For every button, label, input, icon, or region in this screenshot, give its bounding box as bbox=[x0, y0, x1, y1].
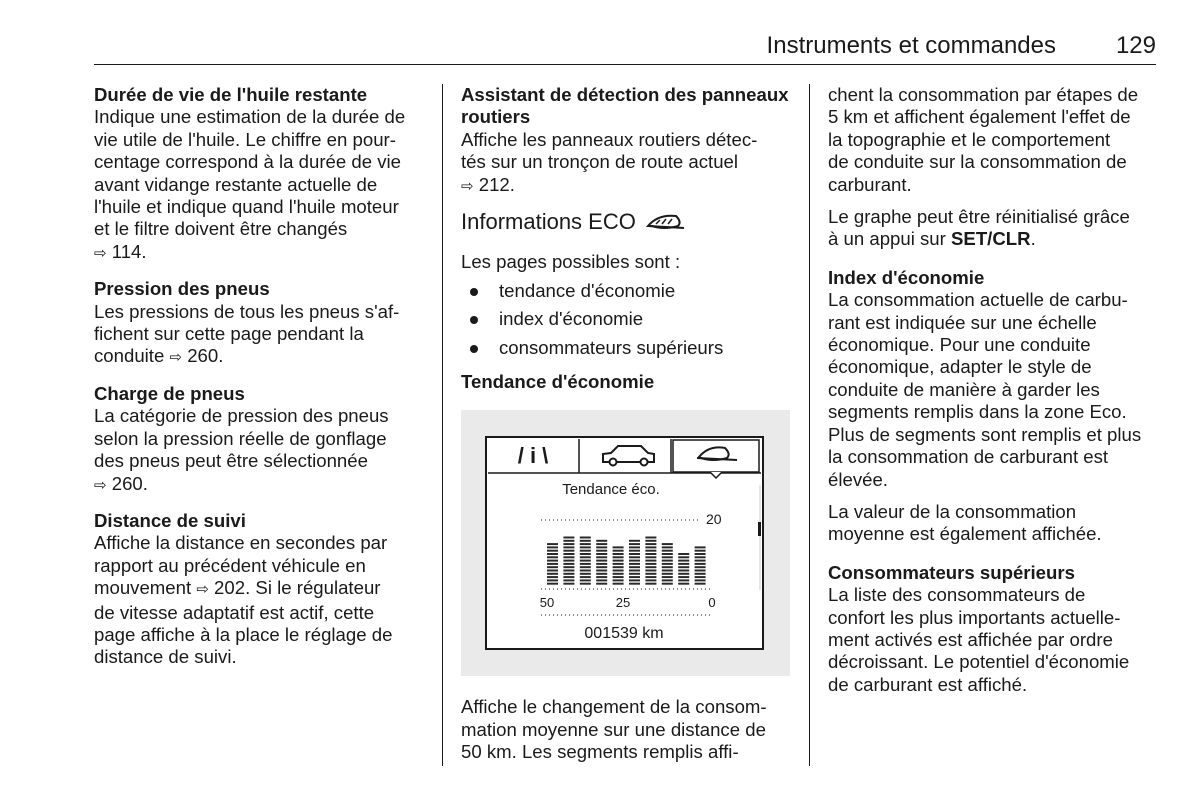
page-ref-link[interactable]: 260. bbox=[106, 472, 148, 494]
page-ref-link[interactable]: 260. bbox=[182, 345, 224, 367]
bar-segment bbox=[645, 583, 656, 585]
text-line: de carburant est affiché. bbox=[828, 673, 1028, 695]
page-ref-arrow-icon: ⇨ bbox=[196, 581, 209, 599]
text-line: et le filtre doivent être changés bbox=[94, 218, 348, 240]
bar-segment bbox=[695, 583, 706, 585]
heading-sign-assist: Assistant de détection des panneaux bbox=[461, 84, 789, 105]
bar-segment bbox=[645, 544, 656, 546]
text-line: Plus de segments sont remplis et plus bbox=[828, 423, 1142, 445]
text-line: selon la pression réelle de gonflage bbox=[94, 427, 387, 449]
bar-segment bbox=[547, 563, 558, 565]
bar-segment bbox=[563, 557, 574, 559]
text-fragment: à un appui sur bbox=[828, 228, 952, 250]
paragraph-trend-cont bbox=[828, 84, 1158, 196]
bar-segment bbox=[645, 563, 656, 565]
bar-segment bbox=[695, 567, 706, 569]
bar-segment bbox=[563, 544, 574, 546]
bar-segment bbox=[662, 544, 673, 546]
bar-segment bbox=[645, 547, 656, 549]
text-line: décroissant. Le potentiel d'économie bbox=[828, 651, 1130, 673]
bar-segment bbox=[629, 544, 640, 546]
section-following-distance bbox=[94, 510, 424, 669]
bar-segment bbox=[678, 560, 689, 562]
text-line: conduite de manière à garder les bbox=[828, 378, 1100, 400]
bar-45km bbox=[563, 537, 574, 585]
odometer-value: 001539 km bbox=[584, 625, 664, 643]
bar-segment bbox=[662, 567, 673, 569]
bar-segment bbox=[596, 557, 607, 559]
text-line: Les pressions de tous les pneus s'af- bbox=[94, 300, 400, 322]
bar-segment bbox=[695, 553, 706, 555]
text-line: de conduite sur la consommation de bbox=[828, 151, 1127, 173]
bar-segment bbox=[629, 573, 640, 575]
bar-segment bbox=[613, 573, 624, 575]
bar-segment bbox=[563, 547, 574, 549]
section-sign-assist bbox=[461, 84, 791, 198]
page-ref-link[interactable]: 212. bbox=[473, 173, 515, 195]
text-line: de vitesse adaptatif est actif, cette bbox=[94, 601, 375, 623]
text-line: fichent sur cette page pendant la bbox=[94, 323, 364, 345]
text-line: confort les plus importants actuelle- bbox=[828, 606, 1121, 628]
bar-segment bbox=[547, 547, 558, 549]
bar-segment bbox=[662, 583, 673, 585]
bar-segment bbox=[645, 540, 656, 542]
bar-segment bbox=[695, 580, 706, 582]
text-line: La consommation actuelle de carbu- bbox=[828, 289, 1128, 311]
bar-segment bbox=[580, 550, 591, 552]
bar-segment bbox=[645, 570, 656, 572]
section-tyre-pressure bbox=[94, 278, 424, 370]
text-line: rant est indiquée sur une échelle bbox=[828, 311, 1097, 333]
bar-segment bbox=[596, 583, 607, 585]
bar-segment bbox=[547, 550, 558, 552]
heading-sign-assist-cont: routiers bbox=[461, 106, 531, 128]
bar-segment bbox=[678, 583, 689, 585]
bar-segment bbox=[580, 537, 591, 539]
bar-segment bbox=[580, 577, 591, 579]
bar-segment bbox=[678, 557, 689, 559]
page-ref-arrow-icon: ⇨ bbox=[169, 349, 183, 367]
text-line: l'huile et indique quand l'huile moteur bbox=[94, 196, 399, 218]
bar-segment bbox=[645, 557, 656, 559]
bar-segment bbox=[580, 563, 591, 565]
bar-segment bbox=[547, 553, 558, 555]
bar-segment bbox=[678, 570, 689, 572]
page-ref-link[interactable]: 114. bbox=[106, 240, 147, 262]
bar-segment bbox=[596, 540, 607, 542]
bar-segment bbox=[580, 560, 591, 562]
paragraph-reset bbox=[828, 206, 1158, 251]
bar-segment bbox=[629, 583, 640, 585]
text-line: centage correspond à la durée de vie bbox=[94, 151, 402, 173]
paragraph-eco-index bbox=[828, 289, 1158, 491]
heading-tyre-pressure: Pression des pneus bbox=[94, 278, 270, 300]
eco-display-screen bbox=[461, 410, 790, 676]
bar-segment bbox=[563, 560, 574, 562]
bar-segment bbox=[547, 577, 558, 579]
text-line: vie utile de l'huile. Le chiffre en pour- bbox=[94, 128, 396, 150]
bar-segment bbox=[645, 537, 656, 539]
y-max-label: 20 bbox=[706, 511, 722, 528]
bar-segment bbox=[596, 547, 607, 549]
bar-segment bbox=[678, 577, 689, 579]
bar-segment bbox=[645, 580, 656, 582]
text-fragment: conduite bbox=[94, 345, 170, 367]
bar-segment bbox=[580, 573, 591, 575]
x-label-25: 25 bbox=[615, 595, 631, 611]
text-line: Affiche la distance en secondes par bbox=[94, 532, 388, 554]
bar-segment bbox=[662, 563, 673, 565]
bar-segment bbox=[563, 573, 574, 575]
text-line: ment activés est affichée par ordre bbox=[828, 628, 1113, 650]
paragraph-top-consumers bbox=[828, 584, 1158, 696]
bar-segment bbox=[645, 567, 656, 569]
list-item: tendance d'économie bbox=[461, 280, 791, 302]
bar-segment bbox=[596, 563, 607, 565]
intro-text: Les pages possibles sont : bbox=[461, 251, 681, 273]
bar-segment bbox=[629, 557, 640, 559]
text-line: moyenne est également affichée. bbox=[828, 523, 1102, 545]
bar-segment bbox=[580, 567, 591, 569]
bar-segment bbox=[613, 567, 624, 569]
set-clr-label: SET/CLR bbox=[951, 228, 1031, 250]
section-title: Instruments et commandes bbox=[766, 32, 1056, 59]
bar-segment bbox=[645, 573, 656, 575]
eco-info-heading bbox=[461, 211, 791, 233]
bar-segment bbox=[695, 573, 706, 575]
bar-segment bbox=[678, 567, 689, 569]
page-ref-arrow-icon: ⇨ bbox=[94, 476, 107, 494]
column-divider bbox=[809, 84, 810, 766]
bar-segment bbox=[662, 573, 673, 575]
bar-segment bbox=[563, 567, 574, 569]
page-ref-arrow-icon: ⇨ bbox=[461, 177, 474, 195]
text-line: tés sur un tronçon de route actuel bbox=[461, 151, 739, 173]
bar-segment bbox=[629, 580, 640, 582]
bar-segment bbox=[547, 570, 558, 572]
bar-segment bbox=[629, 553, 640, 555]
bar-segment bbox=[596, 580, 607, 582]
bar-segment bbox=[580, 580, 591, 582]
bar-segment bbox=[596, 544, 607, 546]
bar-segment bbox=[629, 540, 640, 542]
bar-segment bbox=[629, 567, 640, 569]
bar-segment bbox=[547, 583, 558, 585]
bar-segment bbox=[629, 550, 640, 552]
bar-segment bbox=[613, 547, 624, 549]
bar-segment bbox=[695, 570, 706, 572]
scrollbar-thumb[interactable] bbox=[758, 522, 761, 536]
text-line: page affiche à la place le réglage de bbox=[94, 623, 393, 645]
bar-segment bbox=[678, 553, 689, 555]
text-line: Affiche le changement de la consom- bbox=[461, 696, 767, 718]
bar-segment bbox=[662, 547, 673, 549]
x-label-0: 0 bbox=[708, 595, 716, 611]
bar-segment bbox=[547, 544, 558, 546]
section-tyre-load bbox=[94, 383, 424, 497]
text-fragment: mouvement bbox=[94, 577, 197, 599]
text-line: 5 km et affichent également l'effet de bbox=[828, 106, 1131, 128]
bar-segment bbox=[662, 550, 673, 552]
column-divider bbox=[442, 84, 443, 766]
heading-following-distance: Distance de suivi bbox=[94, 509, 246, 531]
bar-segment bbox=[596, 560, 607, 562]
bar-segment bbox=[596, 570, 607, 572]
text-line: des pneus peut être sélectionnée bbox=[94, 450, 368, 472]
bar-segment bbox=[678, 573, 689, 575]
text-line: carburant. bbox=[828, 173, 912, 195]
bar-segment bbox=[613, 583, 624, 585]
tab-road-label[interactable]: / i \ bbox=[517, 443, 549, 469]
x-label-50: 50 bbox=[539, 595, 555, 611]
bar-segment bbox=[613, 577, 624, 579]
paragraph-average bbox=[828, 501, 1158, 546]
text-line: rapport au précédent véhicule en bbox=[94, 554, 366, 576]
text-line: La catégorie de pression des pneus bbox=[94, 405, 389, 427]
bar-segment bbox=[596, 550, 607, 552]
page-ref-link[interactable]: 202. Si le régulateur bbox=[208, 577, 381, 599]
bar-segment bbox=[580, 570, 591, 572]
list-item: index d'économie bbox=[461, 308, 791, 330]
column-1 bbox=[94, 84, 424, 682]
heading-oil-life: Durée de vie de l'huile restante bbox=[94, 84, 368, 105]
bar-segment bbox=[629, 570, 640, 572]
bar-segment bbox=[580, 544, 591, 546]
bar-segment bbox=[596, 567, 607, 569]
text-line: économique, adapter le style de bbox=[828, 356, 1092, 378]
bar-segment bbox=[695, 547, 706, 549]
bar-segment bbox=[629, 563, 640, 565]
bar-segment bbox=[662, 560, 673, 562]
bar-segment bbox=[563, 563, 574, 565]
bar-segment bbox=[613, 553, 624, 555]
bar-segment bbox=[695, 563, 706, 565]
bar-segment bbox=[678, 580, 689, 582]
bar-segment bbox=[563, 577, 574, 579]
bar-segment bbox=[613, 580, 624, 582]
page-number: 129 bbox=[1115, 32, 1156, 59]
text-line: Affiche les panneaux routiers détec- bbox=[461, 128, 758, 150]
bar-segment bbox=[662, 557, 673, 559]
bar-segment bbox=[596, 577, 607, 579]
bar-segment bbox=[695, 577, 706, 579]
text-line: Indique une estimation de la durée de bbox=[94, 106, 406, 128]
bar-segment bbox=[629, 560, 640, 562]
eco-trend-figure bbox=[461, 410, 790, 676]
bar-segment bbox=[596, 553, 607, 555]
bar-segment bbox=[645, 553, 656, 555]
page-ref-arrow-icon: ⇨ bbox=[94, 244, 107, 262]
bar-segment bbox=[547, 567, 558, 569]
bar-segment bbox=[563, 583, 574, 585]
text-line: segments remplis dans la zone Eco. bbox=[828, 401, 1127, 423]
bar-segment bbox=[596, 573, 607, 575]
leaf-icon bbox=[646, 212, 686, 232]
bar-segment bbox=[547, 573, 558, 575]
bar-segment bbox=[645, 577, 656, 579]
text-line: chent la consommation par étapes de bbox=[828, 84, 1139, 105]
bar-segment bbox=[695, 560, 706, 562]
text-fragment: . bbox=[1030, 228, 1036, 250]
heading-eco-index: Index d'économie bbox=[828, 266, 985, 288]
eco-pages-list bbox=[461, 280, 791, 359]
bar-segment bbox=[662, 580, 673, 582]
bar-segment bbox=[563, 540, 574, 542]
bar-segment bbox=[645, 560, 656, 562]
bar-segment bbox=[580, 547, 591, 549]
heading-top-consumers: Consommateurs supérieurs bbox=[828, 561, 1075, 583]
list-item: consommateurs supérieurs bbox=[461, 337, 791, 359]
bar-segment bbox=[613, 563, 624, 565]
heading-eco-trend: Tendance d'économie bbox=[461, 371, 655, 393]
bar-segment bbox=[580, 583, 591, 585]
bar-segment bbox=[563, 553, 574, 555]
bar-segment bbox=[547, 557, 558, 559]
bar-segment bbox=[645, 550, 656, 552]
text-line: 50 km. Les segments remplis affi- bbox=[461, 741, 739, 763]
bar-segment bbox=[613, 550, 624, 552]
bar-segment bbox=[563, 537, 574, 539]
bar-40km bbox=[580, 537, 591, 585]
column-3 bbox=[828, 84, 1158, 706]
bar-20km bbox=[645, 537, 656, 585]
bar-segment bbox=[662, 577, 673, 579]
text-line: élevée. bbox=[828, 468, 888, 490]
section-oil-life bbox=[94, 84, 424, 265]
text-line: la topographie et le comportement bbox=[828, 128, 1111, 150]
bar-segment bbox=[678, 563, 689, 565]
text-line: La valeur de la consommation bbox=[828, 500, 1077, 522]
heading-tyre-load: Charge de pneus bbox=[94, 382, 245, 404]
text-line: Le graphe peut être réinitialisé grâce bbox=[828, 206, 1130, 228]
bar-segment bbox=[662, 553, 673, 555]
bar-segment bbox=[580, 557, 591, 559]
bar-segment bbox=[613, 570, 624, 572]
bar-segment bbox=[695, 557, 706, 559]
bar-segment bbox=[547, 580, 558, 582]
column-2 bbox=[461, 84, 791, 764]
bar-segment bbox=[580, 553, 591, 555]
page-header bbox=[94, 30, 1156, 65]
bar-segment bbox=[563, 570, 574, 572]
text-line: la consommation de carburant est bbox=[828, 446, 1109, 468]
bar-segment bbox=[563, 580, 574, 582]
text-line: mation moyenne sur une distance de bbox=[461, 718, 766, 740]
bar-segment bbox=[662, 570, 673, 572]
text-line: distance de suivi. bbox=[94, 646, 237, 668]
eco-info-title: Informations ECO bbox=[461, 209, 636, 235]
bar-segment bbox=[629, 577, 640, 579]
bar-segment bbox=[629, 547, 640, 549]
text-line: La liste des consommateurs de bbox=[828, 584, 1086, 606]
bar-segment bbox=[547, 560, 558, 562]
text-line: économique. Pour une conduite bbox=[828, 334, 1091, 356]
bar-segment bbox=[613, 560, 624, 562]
bar-segment bbox=[580, 540, 591, 542]
bar-segment bbox=[563, 550, 574, 552]
text-line: avant vidange restante actuelle de bbox=[94, 173, 378, 195]
screen-title: Tendance éco. bbox=[562, 481, 660, 499]
bar-segment bbox=[613, 557, 624, 559]
bar-segment bbox=[695, 550, 706, 552]
